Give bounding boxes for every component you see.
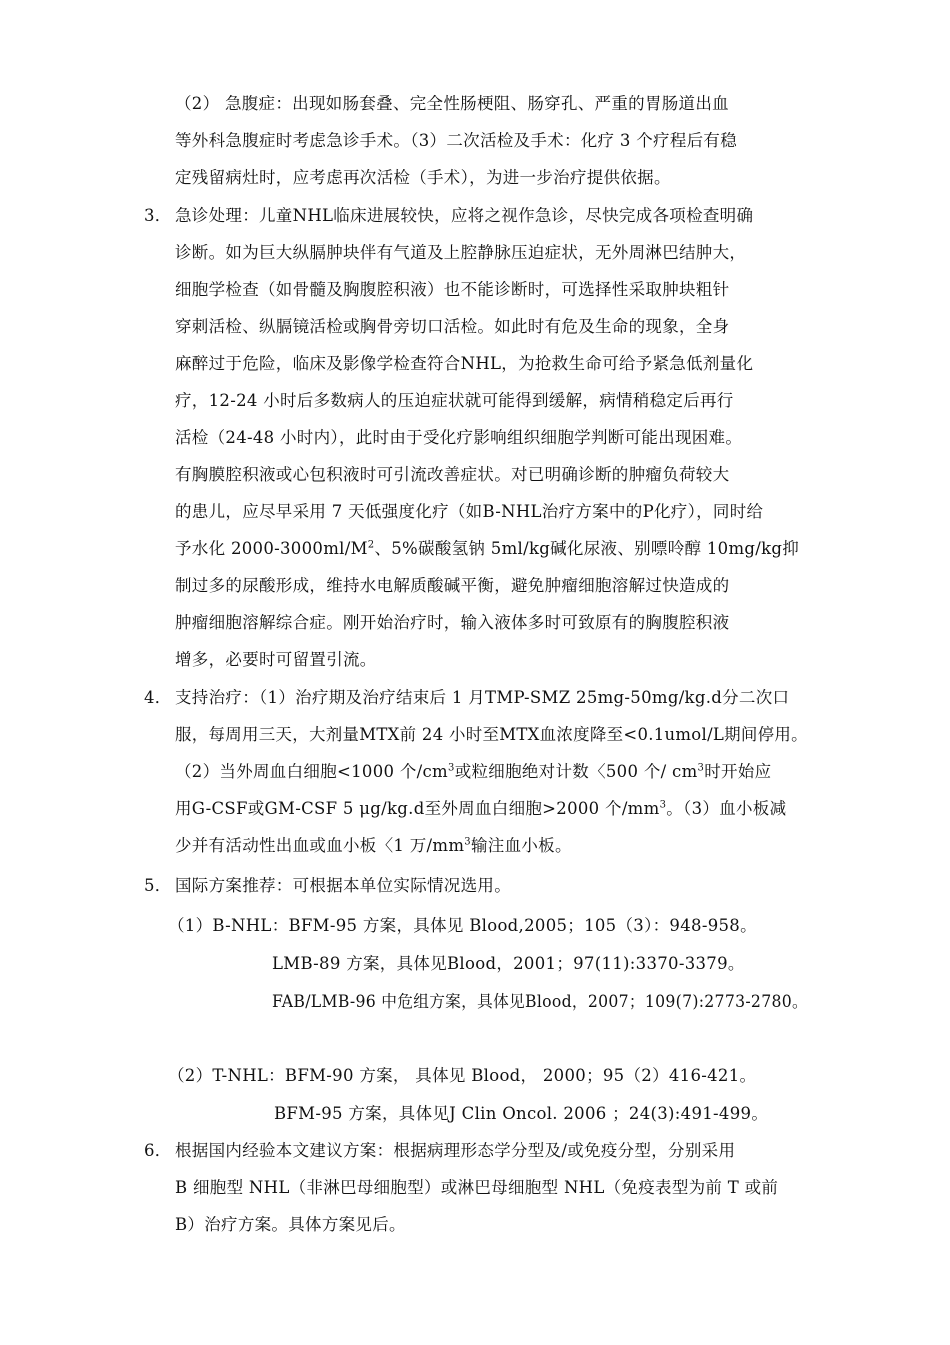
bnhl-line-2: LMB-89 方案，具体见Blood，2001；97(11):3370-3379。: [272, 954, 745, 973]
item3-line-2: 诊断。如为巨大纵膈肿块伴有气道及上腔静脉压迫症状，无外周淋巴结肿大，: [175, 243, 747, 262]
item3-line-3: 细胞学检查（如骨髓及胸腹腔积液）也不能诊断时，可选择性采取肿块粗针: [175, 280, 730, 299]
item4-line-3: [175, 756, 771, 788]
item4-line-4-a: 用G-CSF或GM-CSF 5 μg/kg.d至外周血白细胞>2000 个/mm: [175, 799, 660, 818]
item5-line-1: 国际方案推荐：可根据本单位实际情况选用。: [175, 876, 511, 895]
item4-number: 4．: [144, 688, 172, 707]
item4-line-3-c: 时开始应: [704, 762, 772, 781]
intro-line-1: （2） 急腹症：出现如肠套叠、完全性肠梗阻、肠穿孔、严重的胃肠道出血: [175, 94, 729, 113]
item3-line-4: 穿刺活检、纵膈镜活检或胸骨旁切口活检。如此时有危及生命的现象，全身: [175, 317, 730, 336]
superscript: 3: [464, 836, 471, 848]
item4-line-5-b: 输注血小板。: [470, 836, 572, 855]
item6-line-2: B 细胞型 NHL（非淋巴母细胞型）或淋巴母细胞型 NHL（免疫表型为前 T 或前: [175, 1178, 779, 1197]
bnhl-line-3: FAB/LMB-96 中危组方案，具体见Blood，2007；109(7):2773-2780。: [272, 992, 808, 1011]
superscript: 3: [697, 762, 705, 774]
tnhl-line-2: BFM-95 方案，具体见J Clin Oncol. 2006 ；24(3):491-499。: [274, 1104, 769, 1123]
item3-line-7: 活检（24-48 小时内），此时由于受化疗影响组织细胞学判断可能出现困难。: [175, 428, 743, 447]
item4-line-5: [175, 830, 572, 862]
superscript: 3: [659, 799, 667, 811]
item3-line-5: 麻醉过于危险，临床及影像学检查符合NHL，为抢救生命可给予紧急低剂量化: [175, 354, 754, 373]
superscript: 2: [367, 539, 375, 551]
item4-line-5-a: 少并有活动性出血或血小板〈1 万/mm: [175, 836, 465, 855]
item5-number: 5．: [144, 876, 172, 895]
superscript: 3: [448, 762, 455, 774]
tnhl-line-1: （2）T-NHL：BFM-90 方案， 具体见 Blood， 2000；95（2）416-421。: [168, 1066, 757, 1085]
item3-line-9: 的患儿，应尽早采用 7 天低强度化疗（如B-NHL治疗方案中的P化疗），同时给: [175, 502, 764, 521]
item4-line-3-b: 或粒细胞绝对计数〈500 个/ cm: [454, 762, 698, 781]
intro-line-3: 定残留病灶时，应考虑再次活检（手术），为进一步治疗提供依据。: [175, 168, 671, 187]
item6-number: 6．: [144, 1141, 172, 1160]
item4-line-4: [175, 793, 786, 825]
intro-line-2: 等外科急腹症时考虑急诊手术。（3）二次活检及手术：化疗 3 个疗程后有稳: [175, 131, 738, 150]
item4-line-1: 支持治疗：（1）治疗期及治疗结束后 1 月TMP-SMZ 25mg-50mg/kg.d分二次口: [175, 688, 790, 707]
bnhl-line-1: （1）B-NHL：BFM-95 方案，具体见 Blood,2005；105（3）：948-958。: [168, 916, 757, 935]
item3-line-12: 肿瘤细胞溶解综合症。刚开始治疗时，输入液体多时可致原有的胸腹腔积液: [175, 613, 730, 632]
item6-line-3: B）治疗方案。具体方案见后。: [175, 1215, 406, 1234]
item3-line-11: 制过多的尿酸形成，维持水电解质酸碱平衡，避免肿瘤细胞溶解过快造成的: [175, 576, 730, 595]
item3-line-13: 增多，必要时可留置引流。: [175, 650, 377, 669]
item3-line-8: 有胸膜腔积液或心包积液时可引流改善症状。对已明确诊断的肿瘤负荷较大: [175, 465, 730, 484]
item4-line-4-b: 。（3）血小板减: [666, 799, 787, 818]
item3-line-10: [175, 533, 799, 565]
item3-line-6: 疗，12-24 小时后多数病人的压迫症状就可能得到缓解，病情稍稳定后再行: [175, 391, 734, 410]
item3-number: 3．: [144, 206, 172, 225]
item4-line-3-a: （2）当外周血白细胞<1000 个/cm: [175, 762, 449, 781]
item4-line-2: 服，每周用三天，大剂量MTX前 24 小时至MTX血浓度降至<0.1umol/L期间停用。: [175, 725, 808, 744]
item6-line-1: 根据国内经验本文建议方案：根据病理形态学分型及/或免疫分型，分别采用: [175, 1141, 736, 1160]
item3-line-10-a: 予水化 2000-3000ml/M: [175, 539, 368, 558]
item3-line-1: 急诊处理：儿童NHL临床进展较快，应将之视作急诊，尽快完成各项检查明确: [175, 206, 754, 225]
item3-line-10-b: 、5%碳酸氢钠 5ml/kg碱化尿液、别嘌呤醇 10mg/kg抑: [374, 539, 800, 558]
